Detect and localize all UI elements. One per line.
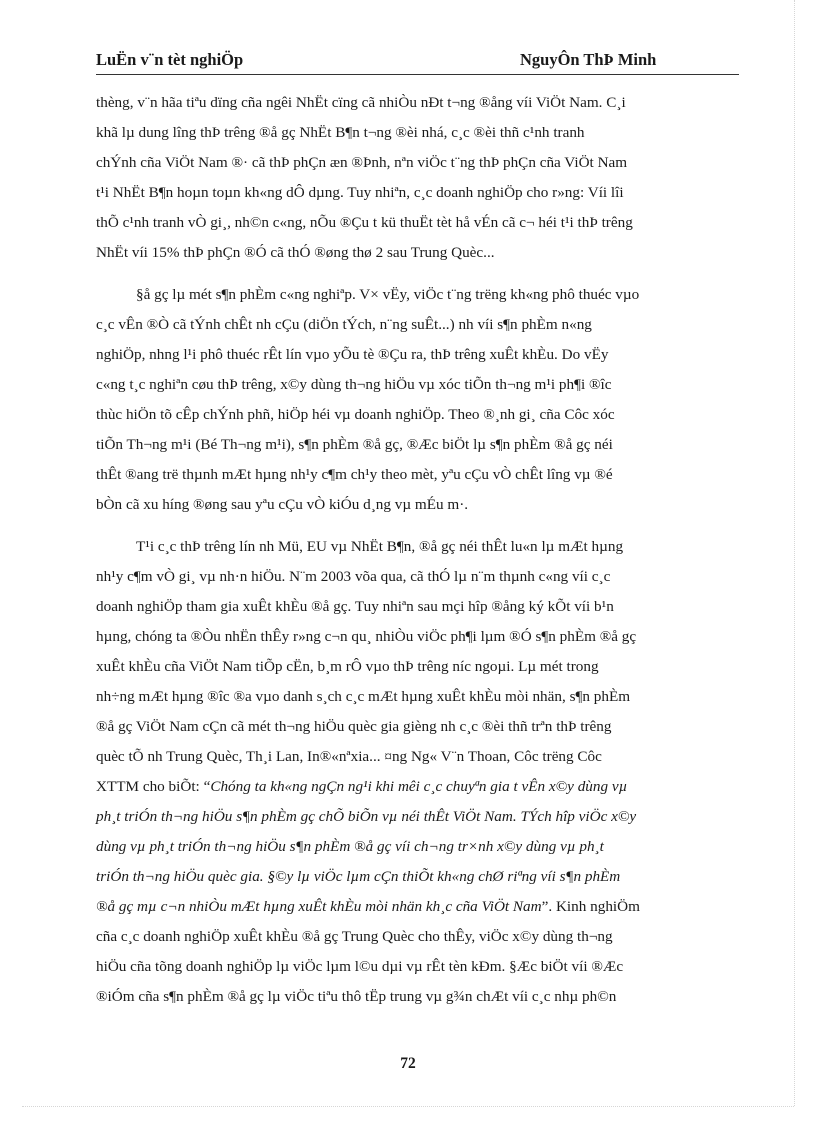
page-header xyxy=(96,44,739,70)
header-thesis-title: LuËn v¨n tèt nghiÖp xyxy=(96,50,244,69)
header-author-name: NguyÔn ThÞ Minh xyxy=(520,50,657,69)
page-right-border xyxy=(794,0,795,1106)
header-rule xyxy=(96,74,739,75)
quote-italic: Chóng ta kh«ng ngÇn ng¹i khi mêi c¸c chuyªn gia t vÊn x©y dùng vµ ph¸t triÓn th¬ng hiÖu s¶n phÈm gç chÕ biÕn vµ néi thÊt ViÖt Nam. TÝch hîp viÖc x©y dùng vµ ph¸t triÓn th¬ng hiÖu s¶n phÈm ®å gç víi ch¬ng tr×nh x©y dùng vµ ph¸t triÓn th¬ng hiÖu quèc gia. §©y lµ viÖc lµm cÇn thiÕt kh«ng chØ riªng víi s¶n phÈm ®å gç mµ c¬n nhiÒu mÆt hµng xuÊt khÈu mòi nhän kh¸c cña ViÖt Nam xyxy=(96,778,637,915)
page-number: 72 xyxy=(400,1055,416,1072)
paragraph-3-tail: ”. Kinh nghiÖm cña c¸c doanh nghiÖp xuÊt khÈu ®å gç Trung Quèc cho thÊy, viÖc x©y dùng th¬ng hiÖu cña tõng doanh nghiÖp lµ viÖc lµm l©u dµi vµ rÊt tèn kÐm. §Æc biÖt víi ®Æc ®iÓm cña s¶n phÈm ®å gç lµ viÖc tiªu thô tËp trung vµ g¾n chÆt víi c¸c nhµ ph©n xyxy=(96,898,640,1005)
paragraph-2: §å gç lµ mét s¶n phÈm c«ng nghiªp. V× vËy, viÖc t¨ng trëng kh«ng phô thuéc vµo c¸c vÊn ®Ò cã tÝnh chÊt nh cÇu (diÖn tÝch, n¨ng suÊt...) nh víi s¶n phÈm n«ng nghiÖp, nhng l¹i phô thuéc rÊt lín vµo yÕu tè ®Çu ra, thÞ trêng xuÊt khÈu. Do vËy c«ng t¸c nghiªn cøu thÞ trêng, x©y dùng th¬ng hiÖu vµ xóc tiÕn th¬ng m¹i ph¶i ®îc thùc hiÖn tõ cÊp chÝnh phñ, hiÖp héi vµ doanh nghiÖp. Theo ®¸nh gi¸ cña Côc xóc tiÕn Th¬ng m¹i (Bé Th¬ng m¹i), s¶n phÈm ®å gç, ®Æc biÖt lµ s¶n phÈm ®å gç néi thÊt ®ang trë thµnh mÆt hµng nh¹y c¶m ch¹y theo mèt, yªu cÇu vÒ chÊt lîng vµ ®é bÒn cã xu híng ®øng sau yªu cÇu vÒ kiÓu d¸ng vµ mÉu m·. xyxy=(96,286,640,513)
paragraph-3 xyxy=(96,532,739,1012)
page-bottom-border xyxy=(22,1106,794,1107)
paragraph-1: thèng, v¨n hãa tiªu dïng cña ngêi NhËt cïng cã nhiÒu nÐt t¬ng ®ång víi ViÖt Nam. C¸i khã lµ dung lîng thÞ trêng ®å gç NhËt B¶n t¬ng ®èi nhá, c¸c ®èi thñ c¹nh tranh chÝnh cña ViÖt Nam ®· cã thÞ phÇn æn ®Þnh, nªn viÖc t¨ng thÞ phÇn cña ViÖt Nam t¹i NhËt B¶n hoµn toµn kh«ng dÔ dµng. Tuy nhiªn, c¸c doanh nghiÖp cho r»ng: Víi lîi thÕ c¹nh tranh vÒ gi¸, nh©n c«ng, nÕu ®Çu t kü thuËt tèt hå vÉn cã c¬ héi t¹i thÞ trêng NhËt víi 15% thÞ phÇn ®Ó cã thÓ ®øng thø 2 sau Trung Quèc... xyxy=(96,94,633,261)
paragraph-3-lead: T¹i c¸c thÞ trêng lín nh Mü, EU vµ NhËt B¶n, ®å gç néi thÊt lu«n lµ mÆt hµng nh¹y c¶m vÒ gi¸ vµ nh·n hiÖu. N¨m 2003 võa qua, cã thÓ lµ n¨m thµnh c«ng víi c¸c doanh nghiÖp tham gia xuÊt khÈu ®å gç. Tuy nhiªn sau mçi hîp ®ång ký kÕt víi b¹n hµng, chóng ta ®Òu nhËn thÊy r»ng c¬n qu¸ nhiÒu viÖc ph¶i lµm ®Ó s¶n phÈm ®å gç xuÊt khÈu cña ViÖt Nam tiÕp cËn, b¸m rÔ vµo thÞ trêng níc ngoµi. Lµ mét trong nh÷ng mÆt hµng ®îc ®a vµo danh s¸ch c¸c mÆt hµng xuÊt khÈu mòi nhän, s¶n phÈm ®å gç ViÖt Nam cÇn cã mét th¬ng hiÖu quèc gia gièng nh c¸c ®èi thñ trªn thÞ trêng quèc tÕ nh Trung Quèc, Th¸i Lan, In®«nªxia... ¤ng Ng« V¨n Thoan, Côc trëng Côc XTTM cho biÕt: “ xyxy=(96,538,637,795)
document-body xyxy=(96,88,739,1012)
